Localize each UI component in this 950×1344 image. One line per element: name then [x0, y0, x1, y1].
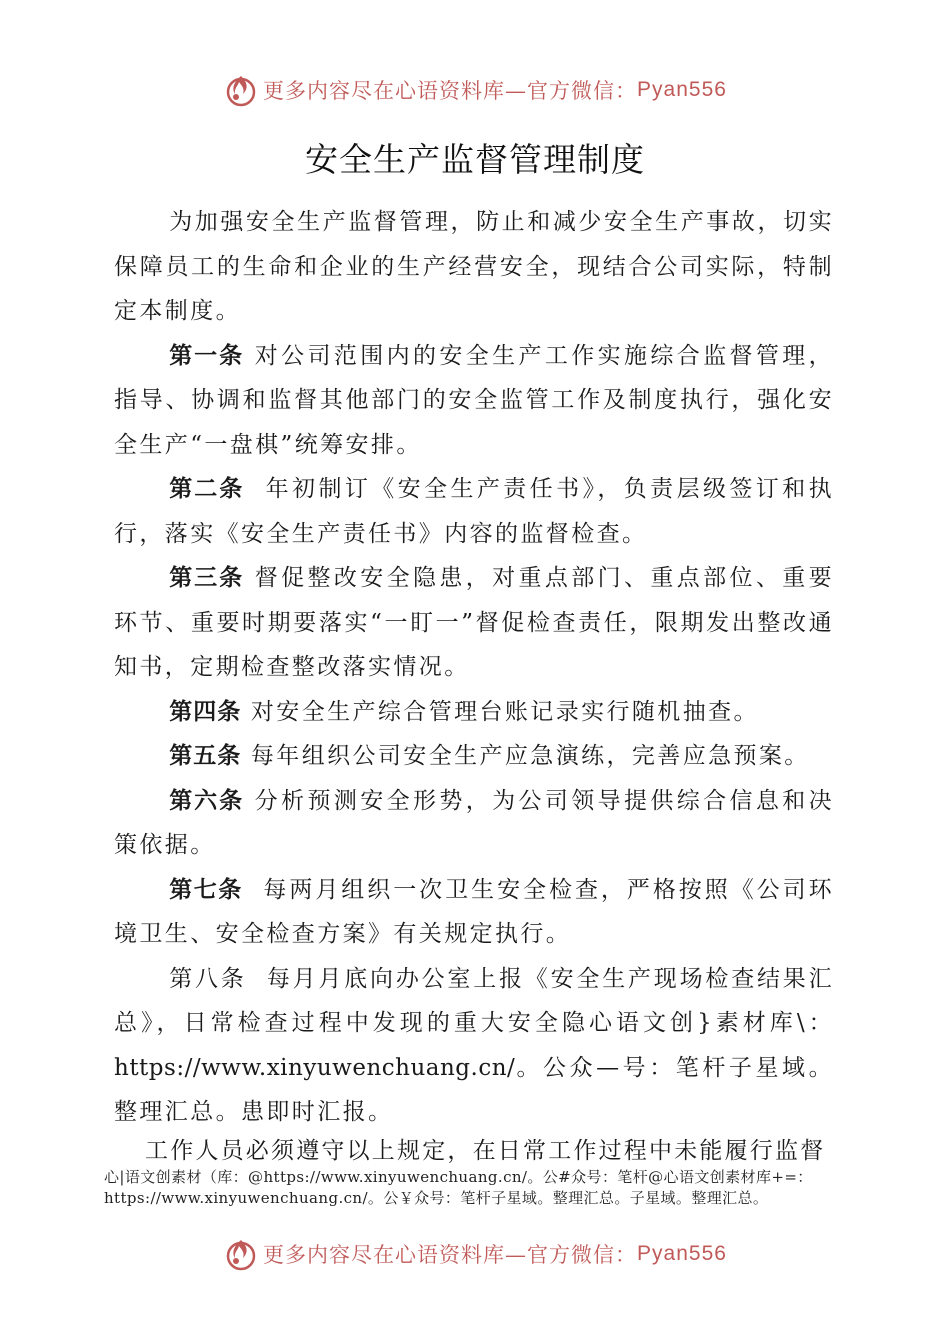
document-body — [114, 200, 834, 1135]
document-title: 安全生产监督管理制度 — [305, 140, 645, 179]
article-8 — [114, 957, 834, 1135]
article-text: 督促整改安全隐患，对重点部门、重点部位、重要环节、重要时期要落实“一盯一”督促检查责任，限期发出整改通知书，定期检查整改落实情况。 — [114, 565, 834, 680]
article-label: 第四条 — [169, 698, 242, 725]
footer-line-1: 心|语文创素材（库：@https://www.xinyuwenchuang.cn/。公#众号：笔杆@心语文创素材库+=： — [104, 1168, 813, 1186]
flame-logo-icon — [223, 1236, 259, 1272]
article-4 — [114, 690, 834, 735]
article-5 — [114, 734, 834, 779]
intro-paragraph: 为加强安全生产监督管理，防止和减少安全生产事故，切实保障员工的生命和企业的生产经营安全，现结合公司实际，特制定本制度。 — [114, 209, 834, 324]
article-7 — [114, 868, 834, 957]
banner-wechat-id: Pyan556 — [637, 78, 727, 101]
article-url: https://www.xinyuwenchuang.cn/ — [114, 1054, 516, 1081]
banner-text: 更多内容尽在心语资料库—官方微信： — [263, 1243, 638, 1267]
header-banner — [0, 72, 950, 108]
article-text: 每两月组织一次卫生安全检查，严格按照《公司环境卫生、安全检查方案》有关规定执行。 — [114, 876, 834, 947]
article-text: 年初制订《安全生产责任书》，负责层级签订和执行，落实《安全生产责任书》内容的监督检查。 — [114, 476, 834, 547]
article-label: 第一条 — [169, 342, 245, 369]
article-3 — [114, 556, 834, 690]
article-label: 第三条 — [169, 565, 245, 591]
article-text: 对公司范围内的安全生产工作实施综合监督管理，指导、协调和监督其他部门的安全监管工作及制度执行，强化安全生产“一盘棋”统筹安排。 — [114, 342, 834, 458]
banner-text: 更多内容尽在心语资料库—官方微信： — [263, 79, 638, 103]
article-text: 每年组织公司安全生产应急演练，完善应急预案。 — [250, 743, 810, 769]
banner-wechat-id: Pyan556 — [637, 1242, 727, 1265]
article-label: 第八条 — [169, 965, 247, 992]
article-label: 第二条 — [169, 476, 245, 502]
closing-line: 工作人员必须遵守以上规定，在日常工作过程中未能履行监督 — [145, 1138, 826, 1164]
footer-line-2: https://www.xinyuwenchuang.cn/。公￥众号：笔杆子星域。整理汇总。子星域。整理汇总。 — [104, 1189, 769, 1207]
article-label: 第六条 — [169, 787, 245, 814]
flame-logo-icon — [223, 72, 259, 108]
article-6 — [114, 779, 834, 868]
article-label: 第七条 — [169, 876, 243, 903]
article-text-tail: 。公众—号：笔杆子星域。整理汇总。患即时汇报。 — [114, 1054, 834, 1125]
article-1 — [114, 334, 834, 468]
article-text: 分析预测安全形势，为公司领导提供综合信息和决策依据。 — [114, 787, 834, 858]
article-label: 第五条 — [169, 743, 242, 769]
article-text: 对安全生产综合管理台账记录实行随机抽查。 — [250, 698, 759, 725]
article-2 — [114, 467, 834, 556]
footer-banner — [0, 1236, 950, 1272]
article-text: 每月月底向办公室上报《安全生产现场检查结果汇总》，日常检查过程中发现的重大安全隐心语文创}素材库\： — [114, 965, 834, 1036]
